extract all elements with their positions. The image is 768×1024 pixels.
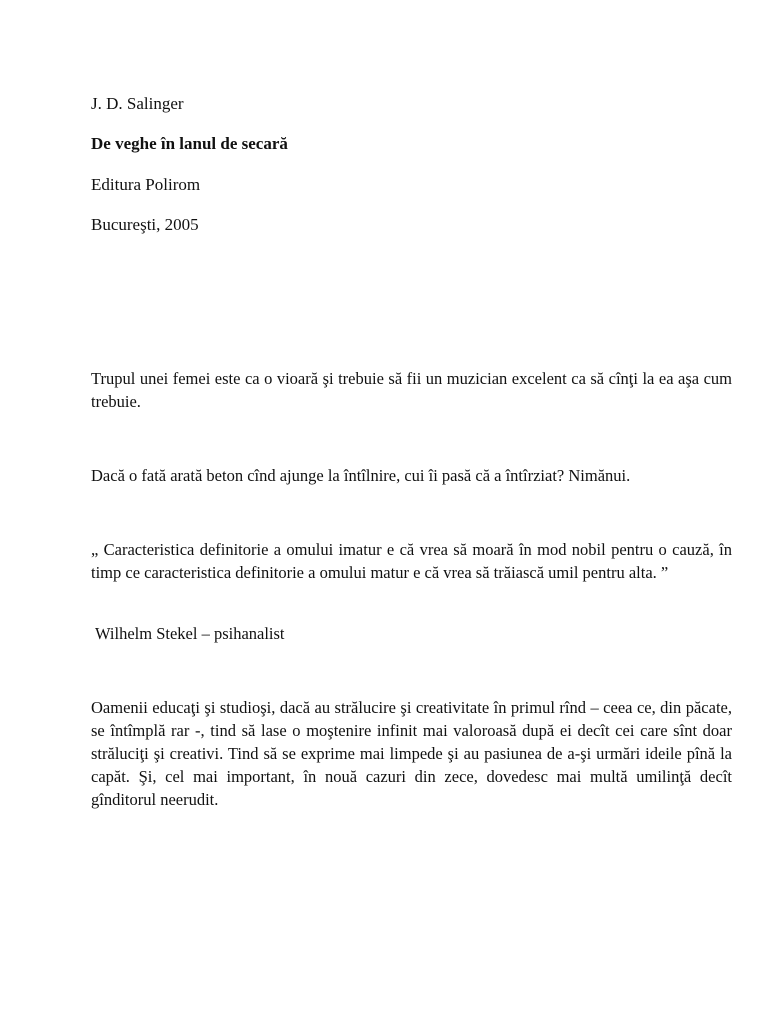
quote-violin: Trupul unei femei este ca o vioară şi trebuie să fii un muzician excelent ca să cînţi la ea aşa cum trebuie.	[91, 369, 732, 411]
quote-stekel: „ Caracteristica definitorie a omului imatur e că vrea să moară în mod nobil pentru o cauză, în timp ce caracteristica definitorie a omului matur e că vrea să trăiască umil pentru alta. ”	[91, 540, 732, 582]
publisher-line: Editura Polirom	[91, 175, 201, 194]
quote-date: Dacă o fată arată beton cînd ajunge la întîlnire, cui îi pasă că a întîrziat? Nimănui.	[91, 466, 631, 485]
quote-educated: Oamenii educaţi şi studioşi, dacă au strălucire şi creativitate în primul rînd – ceea ce, din păcate, se întîmplă rar -, tind să lase o moştenire infinit mai valoroasă după ei decît cei care sînt doar străluciţi şi creativi. Tind să se exprime mai limpede şi au pasiunea de a-şi urmări ideile pînă la capăt. Şi, cel mai important, în nouă cazuri din zece, dovedesc mai multă umilinţă decît gînditorul neerudit.	[91, 698, 732, 809]
place-year-line: Bucureşti, 2005	[91, 215, 199, 234]
quote-stekel-attribution: Wilhelm Stekel – psihanalist	[95, 624, 285, 643]
author-line: J. D. Salinger	[91, 94, 184, 113]
book-title: De veghe în lanul de secară	[91, 134, 288, 153]
